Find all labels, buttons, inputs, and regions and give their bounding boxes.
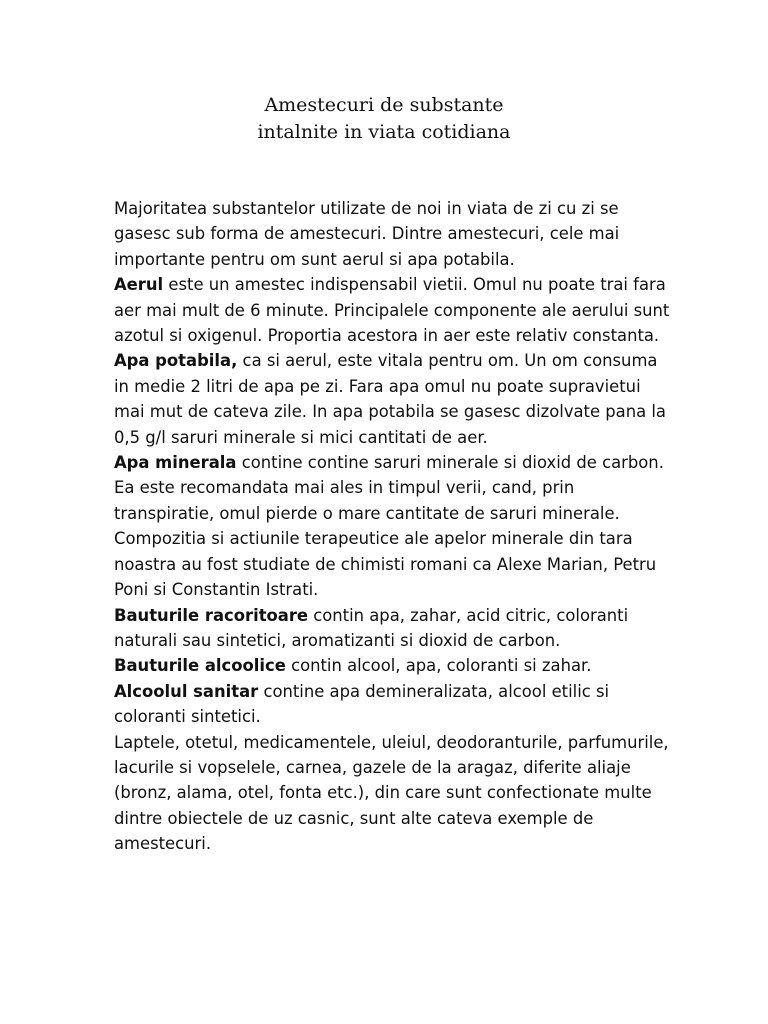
- paragraph-lead: Bauturile racoritoare: [114, 605, 309, 625]
- paragraph-lead: Bauturile alcoolice: [114, 656, 286, 676]
- paragraph-apa-potabila: [114, 348, 674, 450]
- paragraph-lead: Apa potabila,: [114, 351, 238, 371]
- paragraph-text: contin alcool, apa, coloranti si zahar.: [285, 656, 592, 676]
- paragraph-intro: [114, 196, 674, 272]
- title-line-2: intalnite in viata cotidiana: [257, 121, 511, 143]
- paragraph-text: contine apa demineralizata, alcool etilic si coloranti sintetici.: [114, 681, 610, 727]
- paragraph-lead: Alcoolul sanitar: [114, 681, 259, 701]
- paragraph-exemple: [114, 730, 674, 857]
- document-body: [114, 196, 674, 857]
- paragraph-text: este un amestec indispensabil vietii. Omul nu poate trai fara aer mai mult de 6 minute. Principalele componente ale aerului sunt azotul si oxigenul. Proportia acestora in aer este relativ constanta.: [114, 275, 670, 346]
- paragraph-apa-minerala: [114, 450, 674, 602]
- paragraph-text: contin apa, zahar, acid citric, coloranti naturali sau sintetici, aromatizanti si dioxid de carbon.: [114, 605, 629, 650]
- paragraph-aerul: [114, 272, 674, 348]
- paragraph-text: Laptele, otetul, medicamentele, uleiul, deodoranturile, parfumurile, lacurile si vopselele, carnea, gazele de la aragaz, diferite aliaje (bronz, alama, otel, fonta etc.), din care sunt confectionate multe dintre obiectele de uz casnic, sunt alte cateva exemple de amestecuri.: [114, 732, 669, 854]
- paragraph-text: Majoritatea substantelor utilizate de noi in viata de zi cu zi se gasesc sub forma de amestecuri. Dintre amestecuri, cele mai importante pentru om sunt aerul si apa potabila.: [114, 199, 620, 269]
- paragraph-alcool-sanitar: [114, 679, 674, 730]
- paragraph-bauturi-alcoolice: [114, 653, 674, 678]
- paragraph-text: ca si aerul, este vitala pentru om. Un om consuma in medie 2 litri de apa pe zi. Fara apa omul nu poate supravietui mai mut de cateva zile. In apa potabila se gasesc dizolvate pana la 0,5 g/l saruri minerale si mici cantitati de aer.: [114, 351, 666, 447]
- paragraph-text: contine contine saruri minerale si dioxid de carbon. Ea este recomandata mai ales in timpul verii, cand, prin transpiratie, omul pierde o mare cantitate de saruri minerale. Compozitia si actiunile terapeutice ale apelor minerale din tara noastra au fost studiate de chimisti romani ca Alexe Marian, Petru Poni si Constantin Istrati.: [114, 453, 664, 600]
- paragraph-lead: Apa minerala: [114, 453, 237, 473]
- page-title: [0, 92, 768, 146]
- paragraph-bauturi-racoritoare: [114, 603, 674, 654]
- paragraph-lead: Aerul: [114, 275, 164, 295]
- title-line-1: Amestecuri de substante: [264, 94, 504, 116]
